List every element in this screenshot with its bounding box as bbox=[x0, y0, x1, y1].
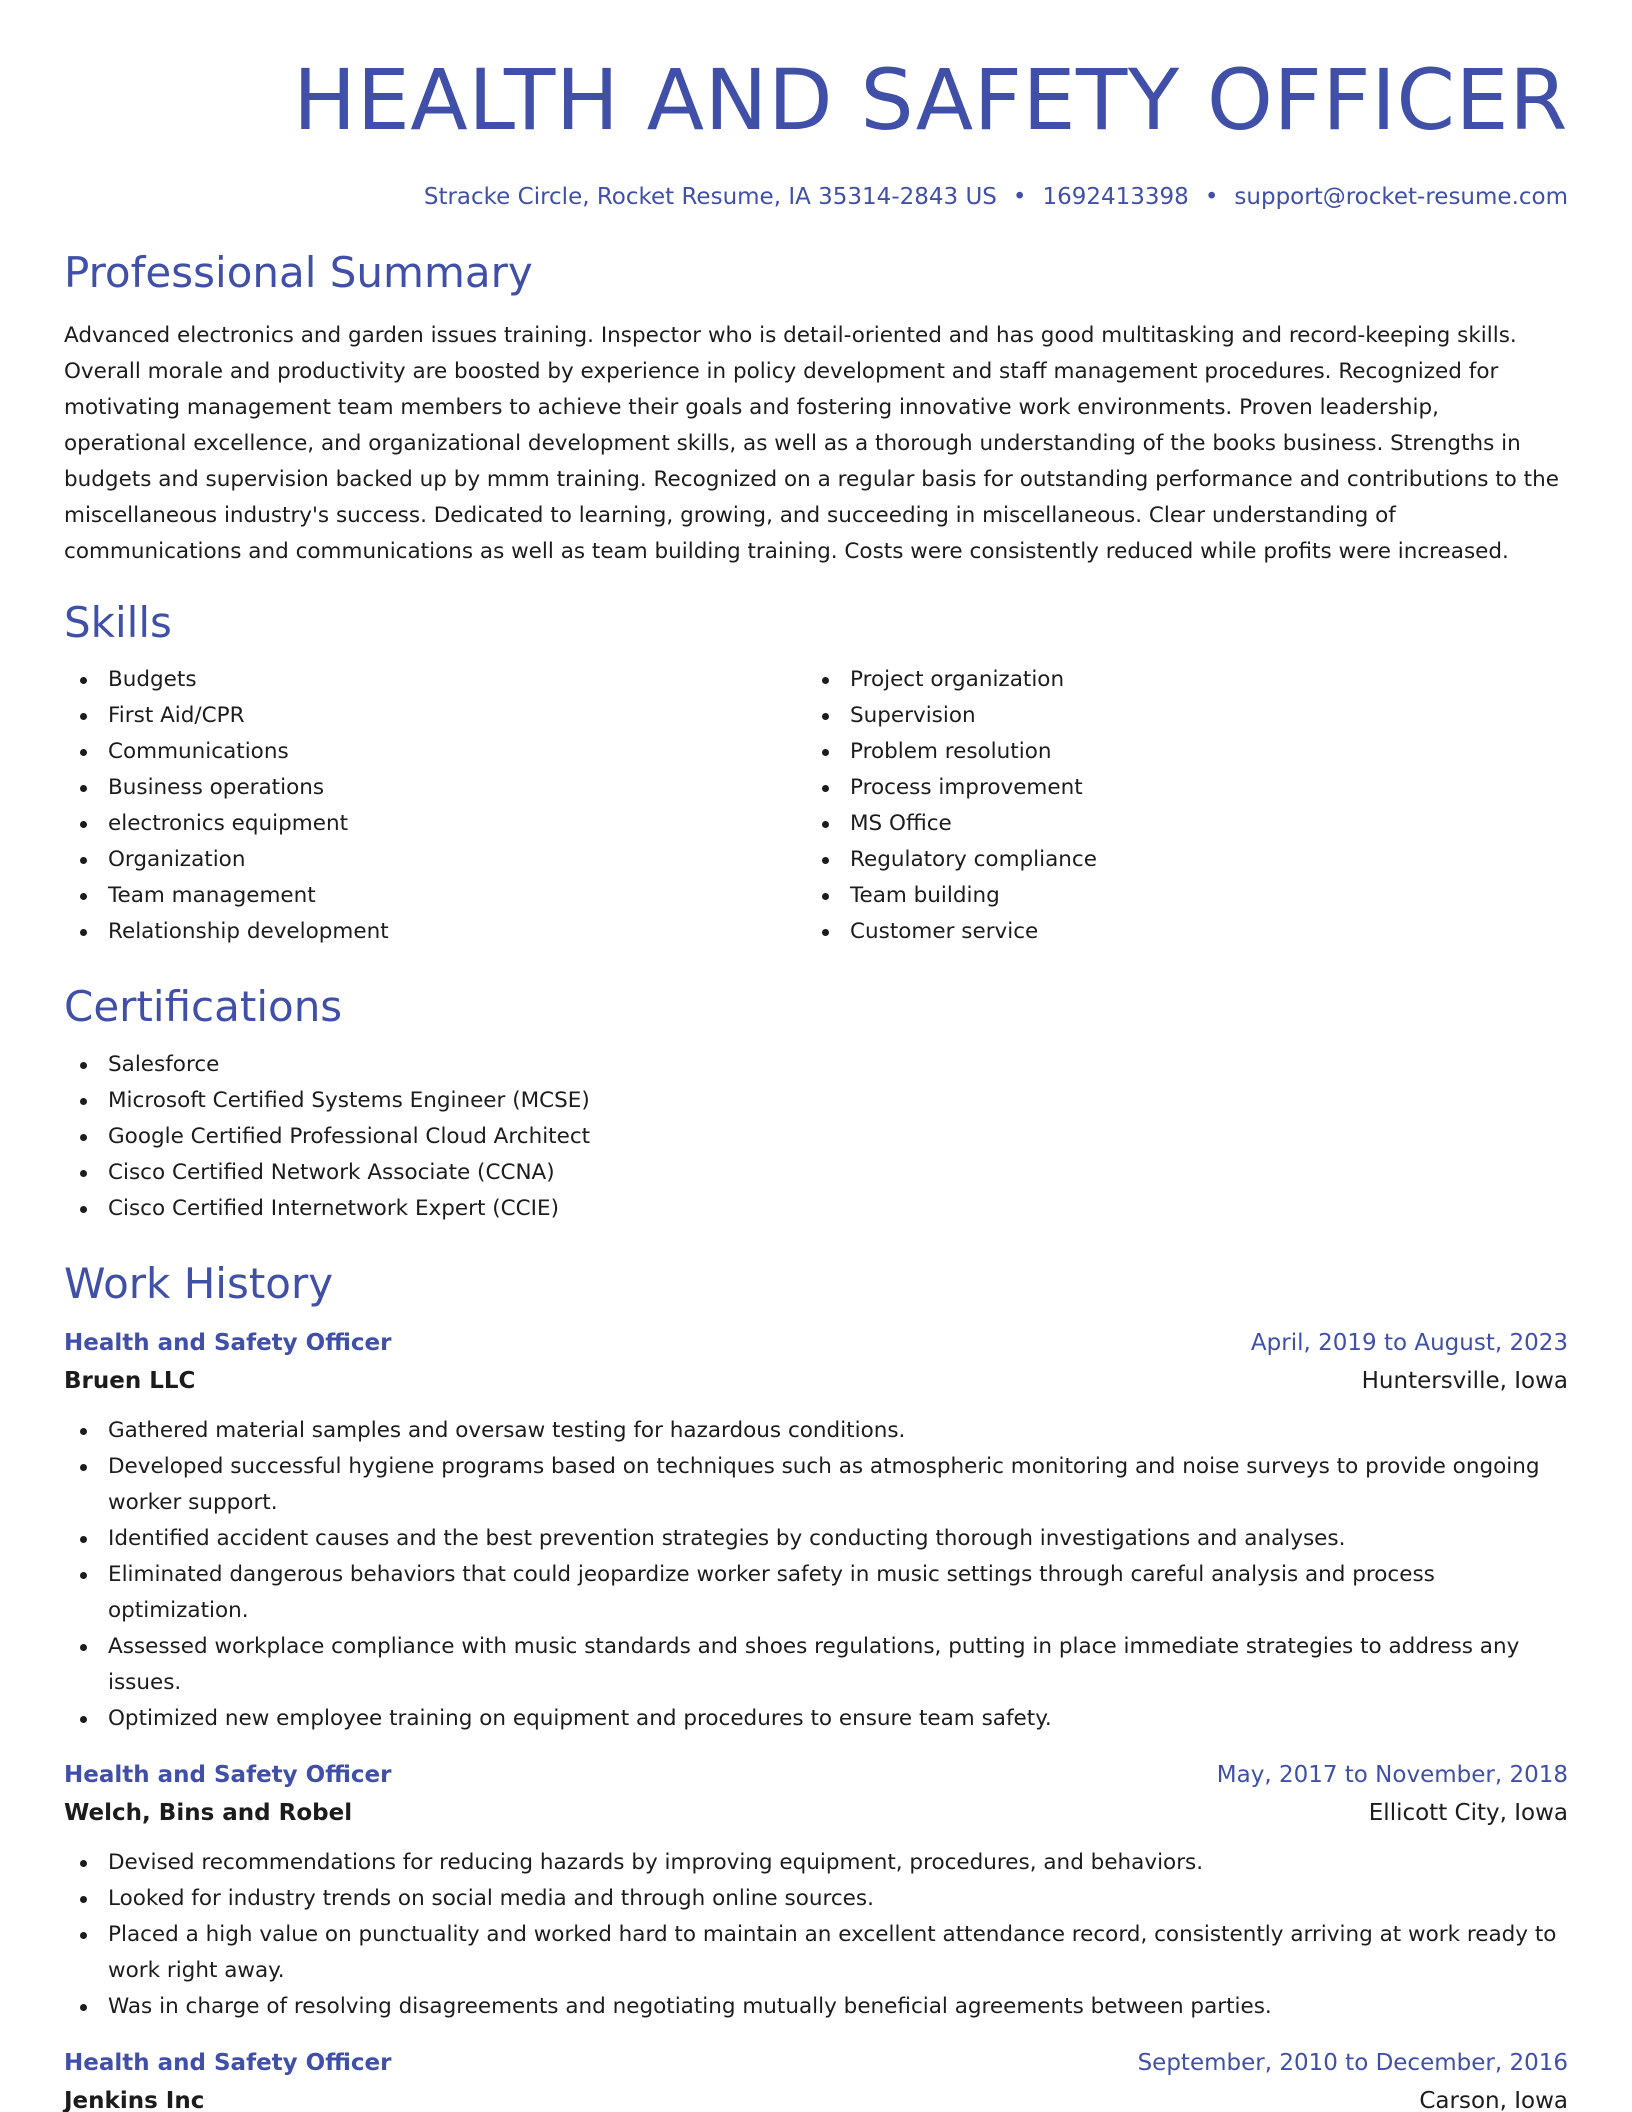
job-header-row bbox=[64, 2045, 1568, 2081]
job-dates: September, 2010 to December, 2016 bbox=[1137, 2049, 1568, 2076]
work-history-list bbox=[64, 1325, 1568, 2112]
skill-item: Team building bbox=[806, 878, 1548, 914]
skill-item: electronics equipment bbox=[64, 806, 806, 842]
work-history-heading: Work History bbox=[64, 1258, 334, 1308]
certification-item: Google Certified Professional Cloud Architect bbox=[64, 1119, 1568, 1155]
skill-item: First Aid/CPR bbox=[64, 698, 806, 734]
job-duties-list bbox=[64, 1413, 1568, 1737]
resume-title: HEALTH AND SAFETY OFFICER bbox=[293, 51, 1568, 149]
job-duty-item: Optimized new employee training on equipment and procedures to ensure team safety. bbox=[64, 1701, 1568, 1737]
job-company: Welch, Bins and Robel bbox=[64, 1799, 353, 1826]
contact-separator: • bbox=[1012, 184, 1027, 210]
skill-item: Team management bbox=[64, 878, 806, 914]
job-duty-item: Gathered material samples and oversaw testing for hazardous conditions. bbox=[64, 1413, 1568, 1449]
certifications-heading: Certifications bbox=[64, 982, 343, 1032]
job-company-row bbox=[64, 2081, 1568, 2112]
job-company-row bbox=[64, 1793, 1568, 1833]
job-duties-list bbox=[64, 1845, 1568, 2025]
job-header-row bbox=[64, 1757, 1568, 1793]
job-duty-item: Looked for industry trends on social media and through online sources. bbox=[64, 1881, 1568, 1917]
summary-heading: Professional Summary bbox=[64, 248, 533, 297]
job-dates: April, 2019 to August, 2023 bbox=[1250, 1329, 1568, 1356]
job-title: Health and Safety Officer bbox=[64, 1329, 392, 1356]
contact-line bbox=[64, 184, 1568, 210]
skill-item: Regulatory compliance bbox=[806, 842, 1548, 878]
job-company-row bbox=[64, 1361, 1568, 1401]
skills-grid bbox=[64, 662, 1568, 950]
job-duty-item: Assessed workplace compliance with music standards and shoes regulations, putting in place immediate strategies to address any issues. bbox=[64, 1629, 1568, 1701]
certification-item: Microsoft Certified Systems Engineer (MCSE) bbox=[64, 1083, 1568, 1119]
job-duty-item: Devised recommendations for reducing hazards by improving equipment, procedures, and behaviors. bbox=[64, 1845, 1568, 1881]
skills-heading: Skills bbox=[64, 598, 172, 648]
job-company: Bruen LLC bbox=[64, 1367, 196, 1394]
job-entry bbox=[64, 1325, 1568, 1737]
job-title: Health and Safety Officer bbox=[64, 2049, 392, 2076]
skill-item: Supervision bbox=[806, 698, 1548, 734]
job-entry bbox=[64, 2045, 1568, 2112]
job-duty-item: Developed successful hygiene programs based on techniques such as atmospheric monitoring and noise surveys to provide ongoing worker support. bbox=[64, 1449, 1568, 1521]
skill-item: Problem resolution bbox=[806, 734, 1548, 770]
certification-item: Cisco Certified Network Associate (CCNA) bbox=[64, 1155, 1568, 1191]
summary-text: Advanced electronics and garden issues training. Inspector who is detail-oriented and has good multitasking and record-keeping skills. Overall morale and productivity are boosted by experience in policy development and staff management procedures. Recognized for motivating management team members to achieve their goals and fostering innovative work environments. Proven leadership, operational excellence, and organizational development skills, as well as a thorough understanding of the books business. Strengths in budgets and supervision backed up by mmm training. Recognized on a regular basis for outstanding performance and contributions to the miscellaneous industry's success. Dedicated to learning, growing, and succeeding in miscellaneous. Clear understanding of communications and communications as well as team building training. Costs were consistently reduced while profits were increased. bbox=[64, 323, 1559, 565]
contact-separator: • bbox=[1204, 184, 1219, 210]
job-location: Carson, Iowa bbox=[1419, 2087, 1568, 2112]
skill-item: Business operations bbox=[64, 770, 806, 806]
skill-item: Organization bbox=[64, 842, 806, 878]
job-title: Health and Safety Officer bbox=[64, 1761, 392, 1788]
certifications-list bbox=[64, 1047, 1568, 1227]
skill-item: Relationship development bbox=[64, 914, 806, 950]
skills-list-right bbox=[806, 662, 1548, 950]
contact-phone: 1692413398 bbox=[1042, 184, 1189, 210]
job-header-row bbox=[64, 1325, 1568, 1361]
job-company: Jenkins Inc bbox=[64, 2087, 205, 2112]
job-dates: May, 2017 to November, 2018 bbox=[1216, 1761, 1568, 1788]
skill-item: Project organization bbox=[806, 662, 1548, 698]
skill-item: Communications bbox=[64, 734, 806, 770]
skill-item: MS Office bbox=[806, 806, 1548, 842]
certification-item: Salesforce bbox=[64, 1047, 1568, 1083]
certification-item: Cisco Certified Internetwork Expert (CCIE) bbox=[64, 1191, 1568, 1227]
job-duty-item: Was in charge of resolving disagreements and negotiating mutually beneficial agreements between parties. bbox=[64, 1989, 1568, 2025]
contact-email[interactable]: support@rocket-resume.com bbox=[1234, 184, 1568, 210]
job-duty-item: Identified accident causes and the best prevention strategies by conducting thorough investigations and analyses. bbox=[64, 1521, 1568, 1557]
skill-item: Customer service bbox=[806, 914, 1548, 950]
contact-address: Stracke Circle, Rocket Resume, IA 35314-2843 US bbox=[423, 184, 997, 210]
job-duty-item: Placed a high value on punctuality and worked hard to maintain an excellent attendance record, consistently arriving at work ready to work right away. bbox=[64, 1917, 1568, 1989]
job-entry bbox=[64, 1757, 1568, 2025]
job-duty-item: Eliminated dangerous behaviors that could jeopardize worker safety in music settings through careful analysis and process optimization. bbox=[64, 1557, 1568, 1629]
job-location: Huntersville, Iowa bbox=[1361, 1367, 1568, 1394]
job-location: Ellicott City, Iowa bbox=[1368, 1799, 1568, 1826]
skills-list-left bbox=[64, 662, 806, 950]
skill-item: Budgets bbox=[64, 662, 806, 698]
skill-item: Process improvement bbox=[806, 770, 1548, 806]
